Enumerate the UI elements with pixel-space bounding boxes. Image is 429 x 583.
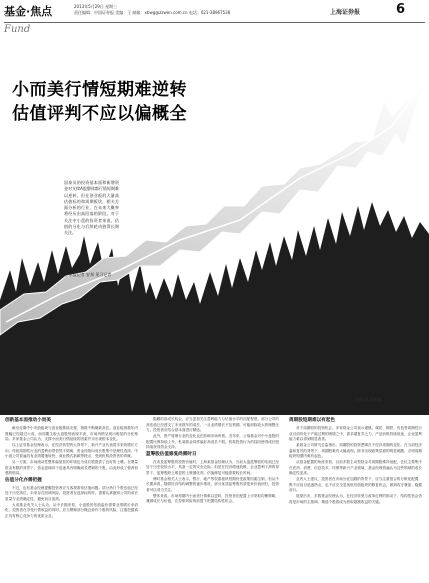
body-paragraph: 截至近期中小市值板块与创业板继续走强，指数不断刷新高位。创业板指数年内涨幅已经超过六成，而同期主板大盘股则表现平淡，市场风格呈现出明显的分化格局。多家基金公司认为，支撑小而美行情延续的因素并未出现根本变化。 (5, 426, 138, 441)
headline-line-1: 小而美行情短期难逆转 (12, 80, 187, 100)
body-column-2 (146, 417, 279, 581)
body-paragraph: 博时基金相关人士表示，银行、地产等权重板块短期仍受政策因素压制，但从中长期来看，随着经济结构调整的逐步推进，部分优质蓝筹股有望迎来价值回归，投资者可以适当关注。 (146, 476, 279, 492)
body-paragraph: 另一方面，市场流动性整体偏宽松的环境也为成长股提供了良好的土壤。在增量资金有限的背景下，资金更倾向于追逐具有明确成长逻辑的个股，由此形成了强者恒强的格局。 (5, 460, 138, 475)
newspaper-name: 上海证券报 (330, 9, 361, 16)
subheading: 估值分化亦需把握 (5, 477, 42, 483)
body-paragraph: 展望后市，多数基金经理认为，在经济转型与改革红利的推动下，结构性机会仍将是市场的主基调，精选个股将成为获取超额收益的关键。 (289, 494, 422, 504)
subheading: 蓝筹股估值修复尚需时日 (146, 451, 197, 457)
body-paragraph: 某基金公司研究总监指出，周期股的投资逻辑在于经济周期的变化，在当前经济温和复苏的背景下，周期股难有大幅表现。除非出现政策层面的明显刺激，否则周期板块短期内难有起色。 (289, 443, 422, 458)
body-paragraph: 业内人士建议，投资者在市场分化加剧的背景下，应当注重组合的分散化配置，既不应盲目追逐热点，也不应完全忽视低估值板块的修复机会，做到攻守兼备、稳健前行。 (289, 477, 422, 492)
body-paragraph: 从基金配置的角度来看，目前多数主动型基金对周期股维持低配，仓位主要集中在医药、消费、信息技术、环保等新兴产业领域，基金经理普遍认为这些领域的成长确定性更高。 (289, 460, 422, 475)
issue-meta (74, 4, 279, 16)
page-number: 6 (396, 2, 406, 17)
headline (12, 78, 242, 126)
header-divider (4, 22, 425, 23)
lede-paragraph: 国泰员的投资基本面和新增资金对支撑A股整体都行情短期难以逆转。但在创业板的大量高估值标的和周期板块，相关方面分析的行业，在未来大概率将经历由高回落的阶段。对于关注中小盘的投资者来说，估值的分化与后续轮动值得长期关注。 (64, 180, 119, 236)
body-paragraph: 隐藏的高成长机会，应当更加关注盈利能力与估值水平的匹配程度。部分公司的高估值已经透支了未来数年的成长，一旦业绩增长不及预期，可能面临较大的调整压力。投资者应结合基本面进行精选。 (146, 417, 279, 432)
body-paragraph: 整体来看，市场短期内小而美行情难以逆转，投资者在配置上可采取均衡策略，兼顾成长与价值，在控制风险的前提下把握结构性机会。 (146, 493, 279, 503)
headline-line-2: 估值评判不应以偏概全 (12, 104, 187, 124)
body-paragraph: 大成基金有关人士认为，从中长期来看，小盘股的估值溢价需要业绩增长来消化，投资者在享受行情收益的同时，应当警惕部分概念炒作个股的风险，注重挖掘真正具有核心竞争力的优质企业。 (5, 502, 138, 518)
subheading: 创新基本面推动小而美 (5, 418, 51, 423)
section-name: 基金 (4, 5, 26, 18)
byline: ○ 本报记者 安邦 见习记者 (64, 272, 112, 277)
section-separator: · (26, 5, 31, 18)
section-name-2: 焦点 (30, 5, 53, 18)
fund-label: Fund (4, 24, 31, 35)
body-paragraph: 不过，也有基金经理提醒投资者应当客观看待估值问题。部分热门个股估值已经处于历史高位，未来存在回调风险。投资者在选择标的时，需要认真甄别公司的成长质量与业绩确定性，避免盲目追高。 (5, 485, 138, 501)
issue-date: 2013年5月29日 星期三 (74, 4, 118, 9)
body-column-1 (5, 417, 138, 581)
body-paragraph: 以上证券基金经理表示，在经济转型的大背景下，新兴产业代表着未来的增长方向，传统周期性行业的盈利前景依然不明朗，资金持续向成长股集中是理性选择。中小创公司普遍具有业绩增速较快、商业模式新颖等特点，受到机构投资者的青睐。 (5, 443, 138, 458)
body-paragraph: 对于周期股的投资机会，多家基金公司表示谨慎。煤炭、钢铁、有色等周期性行业目前仍处于产能过剩的困境之中，需求端复苏乏力，产品价格持续低迷，企业盈利能力难以得到明显改善。 (289, 426, 422, 441)
body-column-3 (289, 417, 422, 581)
editor-contact: 责任编辑：中国证券报 美编：王 邮箱：xbwg@zzwen.com.cn 电话：021-38967538 (74, 10, 231, 15)
body-paragraph: 在谈及蓝筹股的投资价值时，上海某基金经理认为，当前大盘蓝筹股的估值已经处于历史较低水平，具备一定的安全边际。但是在经济增速放缓、企业盈利下滑的背景下，蓝筹股缺乏明显的上涨催化剂，估值修复可能需要较长时间。 (146, 459, 279, 475)
body-paragraph: 此外，资产管理行业的变化也在影响市场风格。近年来，公募基金对中小盘股的配置比例持续上升，私募基金同样偏好高成长个股。机构投资行为的趋同使得成长股持续获得资金支持。 (146, 434, 279, 449)
subheading: 周期股短期难以有起色 (289, 418, 335, 423)
section-title (4, 3, 52, 19)
photo-credit: 资料 图 胡荣敏 (355, 397, 382, 402)
